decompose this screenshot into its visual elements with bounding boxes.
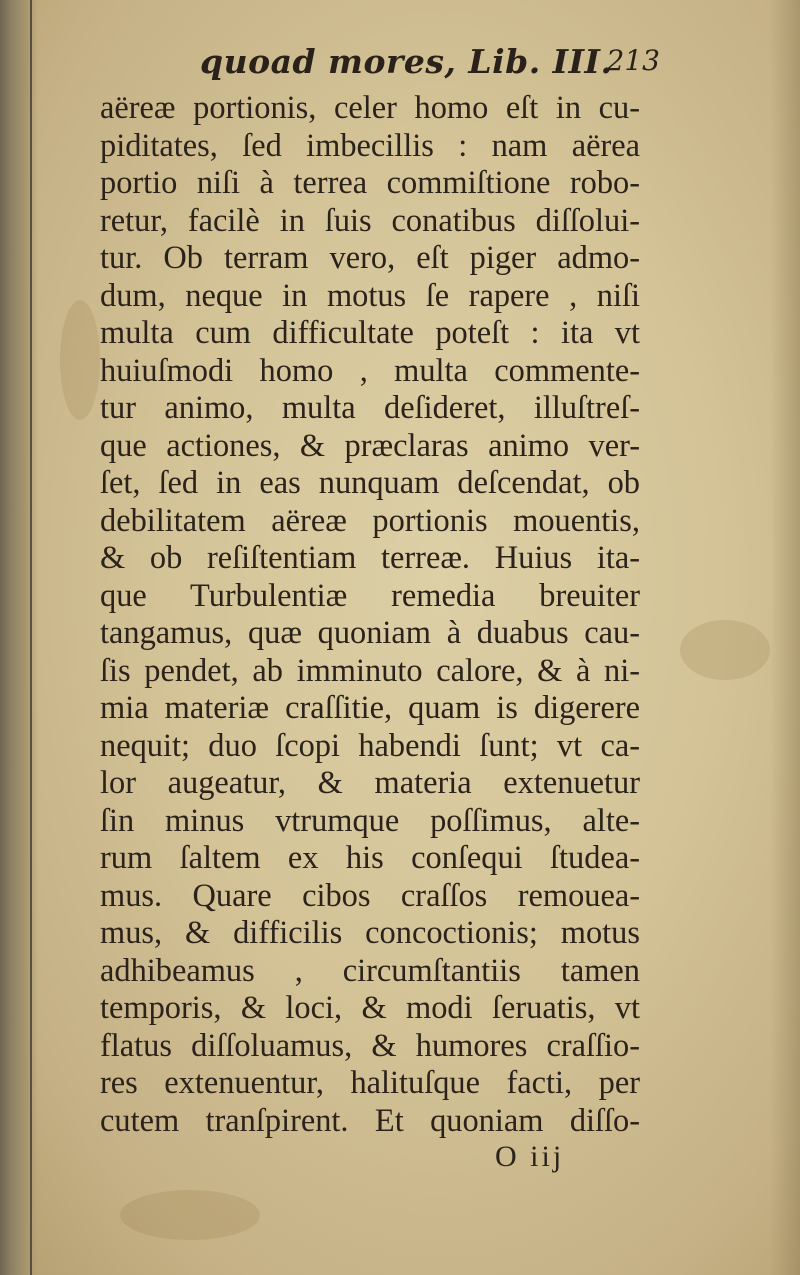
signature-mark: O iij bbox=[495, 1140, 565, 1173]
text-line: dum, neque in motus ſe rapere , niſi bbox=[100, 277, 640, 314]
paper-stain bbox=[680, 620, 770, 680]
running-title: quoad mores, Lib. III. bbox=[200, 42, 613, 81]
gutter-fold-line bbox=[30, 0, 32, 1275]
text-line: mus, & difficilis concoctionis; motus bbox=[100, 915, 640, 951]
paper-stain bbox=[120, 1190, 260, 1240]
text-line: portio niſi à terrea commiſtione robo- bbox=[100, 165, 640, 201]
text-line: piditates, ſed imbecillis : nam aërea bbox=[100, 127, 640, 164]
text-line: tur animo, multa deſideret, illuſtreſ- bbox=[100, 390, 640, 426]
text-line: rum ſaltem ex his conſequi ſtudea- bbox=[100, 840, 640, 876]
text-line: aëreæ portionis, celer homo eſt in cu- bbox=[100, 90, 640, 126]
binding-gutter bbox=[0, 0, 38, 1275]
text-line: retur, facilè in ſuis conatibus diſſolui- bbox=[100, 202, 640, 239]
body-text bbox=[100, 90, 640, 1140]
text-line: tur. Ob terram vero, eſt piger admo- bbox=[100, 240, 640, 276]
text-line: que actiones, & præclaras animo ver- bbox=[100, 427, 640, 464]
text-line: res extenuentur, halituſque facti, per bbox=[100, 1065, 640, 1101]
text-line: lor augeatur, & materia extenuetur bbox=[100, 765, 640, 801]
text-line: ſet, ſed in eas nunquam deſcendat, ob bbox=[100, 465, 640, 501]
running-header bbox=[200, 42, 670, 88]
page-edge-shading bbox=[770, 0, 800, 1275]
text-line: mia materiæ craſſitie, quam is digerere bbox=[100, 690, 640, 726]
text-line: huiuſmodi homo , multa commente- bbox=[100, 352, 640, 389]
text-line: temporis, & loci, & modi ſeruatis, vt bbox=[100, 990, 640, 1026]
text-line: multa cum difficultate poteſt : ita vt bbox=[100, 315, 640, 351]
text-line: ſis pendet, ab imminuto calore, & à ni- bbox=[100, 652, 640, 689]
text-line: ſin minus vtrumque poſſimus, alte- bbox=[100, 802, 640, 839]
text-line: cutem tranſpirent. Et quoniam diſſo- bbox=[100, 1102, 640, 1139]
text-line: & ob reſiſtentiam terreæ. Huius ita- bbox=[100, 540, 640, 576]
text-line: que Turbulentiæ remedia breuiter bbox=[100, 577, 640, 614]
text-line: adhibeamus , circumſtantiis tamen bbox=[100, 952, 640, 989]
paper-stain bbox=[60, 300, 100, 420]
text-line: nequit; duo ſcopi habendi ſunt; vt ca- bbox=[100, 727, 640, 764]
page-number: 213 bbox=[606, 44, 660, 77]
text-line: flatus diſſoluamus, & humores craſſio- bbox=[100, 1027, 640, 1064]
text-line: mus. Quare cibos craſſos remouea- bbox=[100, 877, 640, 914]
text-line: debilitatem aëreæ portionis mouentis, bbox=[100, 502, 640, 539]
text-line: tangamus, quæ quoniam à duabus cau- bbox=[100, 615, 640, 651]
